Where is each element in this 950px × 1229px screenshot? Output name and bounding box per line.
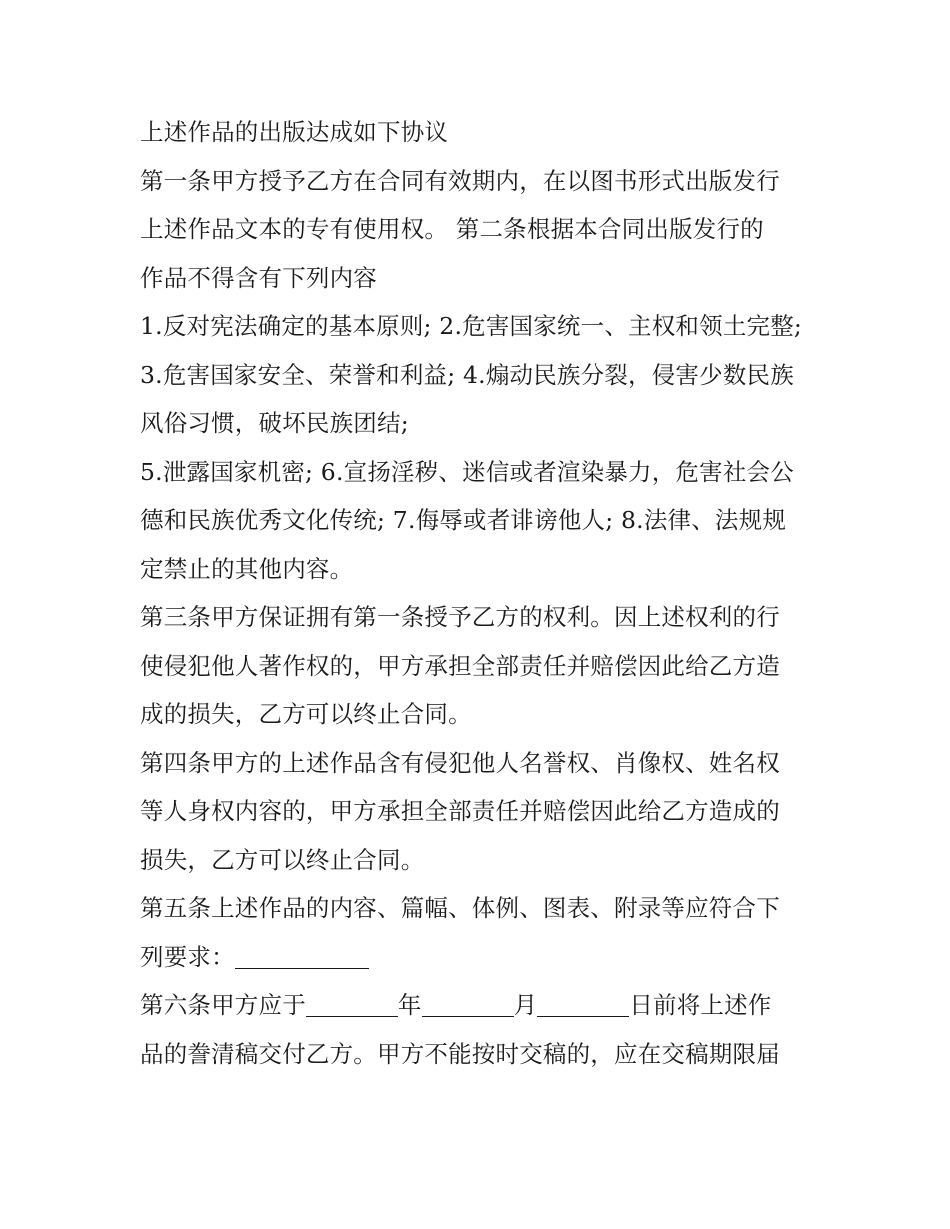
text-line: 上述作品的出版达成如下协议 xyxy=(140,118,449,146)
text-line: 德和民族优秀文化传统; 7.侮辱或者诽谤他人; 8.法律、法规规 xyxy=(140,506,787,534)
year-blank[interactable] xyxy=(306,986,398,1017)
text-line: 损失，乙方可以终止合同。 xyxy=(140,845,425,874)
text-line: 上述作品文本的专有使用权。 第二条根据本合同出版发行的 xyxy=(140,215,764,243)
text-line: 第三条甲方保证拥有第一条授予乙方的权利。因上述权利的行 xyxy=(140,603,780,631)
document-body xyxy=(140,108,820,1078)
requirements-line xyxy=(140,933,820,982)
article6-prefix: 第六条甲方应于 xyxy=(140,991,306,1019)
text-line: 3.危害国家安全、荣誉和利益; 4.煽动民族分裂，侵害少数民族 xyxy=(140,360,794,389)
text-line: 第五条上述作品的内容、篇幅、体例、图表、附录等应符合下 xyxy=(140,894,780,922)
article6-line xyxy=(140,981,820,1030)
text-line: 1.反对宪法确定的基本原则; 2.危害国家统一、主权和领土完整; xyxy=(140,312,803,340)
text-line: 5.泄露国家机密; 6.宣扬淫秽、迷信或者渲染暴力，危害社会公 xyxy=(140,457,794,486)
year-label: 年 xyxy=(397,991,422,1019)
text-line: 第四条甲方的上述作品含有侵犯他人名誉权、肖像权、姓名权 xyxy=(140,748,780,777)
month-label: 月 xyxy=(513,991,538,1019)
month-blank[interactable] xyxy=(422,986,514,1017)
text-line: 使侵犯他人著作权的，甲方承担全部责任并赔偿因此给乙方造 xyxy=(140,651,780,680)
text-line: 品的誊清稿交付乙方。甲方不能按时交稿的，应在交稿期限届 xyxy=(140,1039,780,1068)
requirements-label: 列要求： xyxy=(140,942,235,971)
text-line: 第一条甲方授予乙方在合同有效期内，在以图书形式出版发行 xyxy=(140,166,780,195)
text-line: 成的损失，乙方可以终止合同。 xyxy=(140,700,472,728)
requirements-blank[interactable] xyxy=(235,938,369,969)
text-line: 定禁止的其他内容。 xyxy=(140,554,354,583)
day-suffix: 日前将上述作 xyxy=(629,991,772,1019)
text-line: 风俗习惯，破坏民族团结; xyxy=(140,409,409,437)
day-blank[interactable] xyxy=(537,986,629,1017)
text-line: 作品不得含有下列内容 xyxy=(140,263,377,292)
text-line: 等人身权内容的，甲方承担全部责任并赔偿因此给乙方造成的 xyxy=(140,797,780,825)
